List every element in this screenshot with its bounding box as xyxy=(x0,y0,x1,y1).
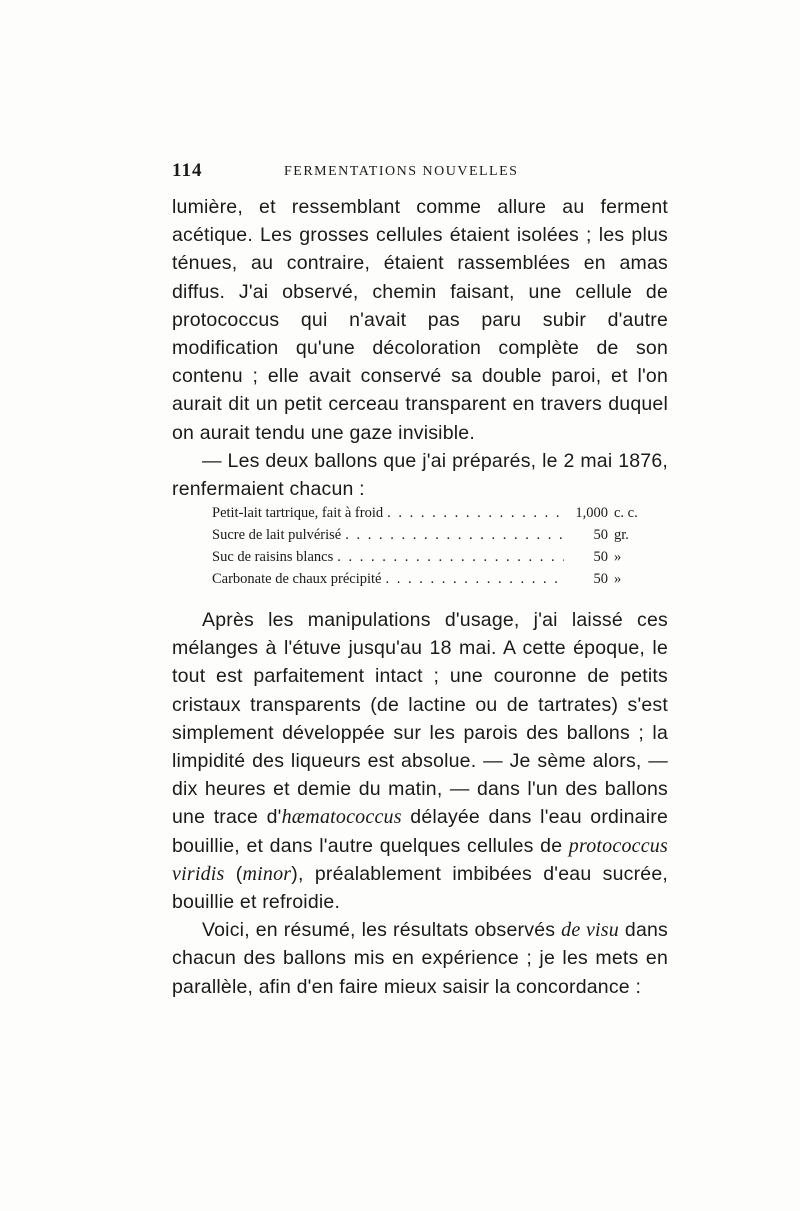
ingredient-unit: c. c. xyxy=(614,505,638,521)
recipe-row xyxy=(212,502,662,524)
recipe-row xyxy=(212,524,662,546)
latin-phrase: de visu xyxy=(561,919,619,942)
ingredient-unit: » xyxy=(614,549,622,565)
variety-name: minor xyxy=(242,862,292,885)
ingredient-quantity: 1,000 xyxy=(575,505,608,521)
dot-leader xyxy=(383,502,564,524)
paragraph-ballons: — Les deux ballons que j'ai préparés, le 2 mai 1876, renfermaient chacun : xyxy=(172,449,668,501)
text-run: Voici, en résumé, les résultats observés xyxy=(202,919,562,942)
ingredient-name: Suc de raisins blancs xyxy=(212,549,334,565)
text-run: ( xyxy=(224,862,243,885)
recipe-list xyxy=(212,502,662,590)
ingredient-name: Sucre de lait pulvérisé xyxy=(212,527,342,543)
ingredient-name: Petit-lait tartrique, fait à froid xyxy=(212,505,384,521)
ingredient-unit: gr. xyxy=(614,527,629,543)
paragraph-manipulations xyxy=(172,606,668,916)
text-run: délayée dans l'eau ordinaire bouillie, et dans l'autre quelques cellules de xyxy=(172,806,668,857)
dot-leader xyxy=(333,546,564,568)
ingredient-quantity: 50 xyxy=(593,527,608,543)
text-block-lower xyxy=(172,606,668,1001)
text-run: dans chacun des ballons mis en expérience ; je les mets en parallèle, afin d'en faire mieux saisir la concordance : xyxy=(172,919,668,998)
page-number: 114 xyxy=(172,160,203,181)
recipe-row xyxy=(212,546,662,568)
ingredient-name: Carbonate de chaux précipité xyxy=(212,571,382,587)
ingredient-unit: » xyxy=(614,571,622,587)
text-run: ), préalablement imbibées d'eau sucrée, bouillie et refroidie. xyxy=(172,862,668,914)
ingredient-quantity: 50 xyxy=(593,571,608,587)
dot-leader xyxy=(382,568,565,590)
text-run: Après les manipulations d'usage, j'ai laissé ces mélanges à l'étuve jusqu'au 18 mai. A cette époque, le tout est parfaitement intact ; une couronne de petits cristaux transparents (de lactine ou de tartrates) s'est simplement développée sur les parois des ballons ; la limpidité des liqueurs est absolue. — Je sème alors, — dix heures et demie du matin, — dans l'un des ballons une trace d' xyxy=(172,609,668,829)
paragraph-continuation: lumière, et ressemblant comme allure au ferment acétique. Les grosses cellules étaient isolées ; les plus ténues, au contraire, étaient rassemblées en amas diffus. J'ai observé, chemin faisant, une cellule de protococcus qui n'avait pas paru subir d'autre modification qu'une décoloration complète de son contenu ; elle avait conservé sa double paroi, et l'on aurait dit un petit cerceau transparent en travers duquel on aurait tendu une gaze invisible. xyxy=(172,196,668,444)
dot-leader xyxy=(341,524,564,546)
species-name: hæmatococcus xyxy=(281,806,402,829)
running-title: FERMENTATIONS NOUVELLES xyxy=(284,164,519,179)
species-name: protococcus viridis xyxy=(172,834,668,885)
paragraph-resume xyxy=(172,916,668,1001)
recipe-row xyxy=(212,568,662,590)
page-header xyxy=(172,160,668,184)
ingredient-quantity: 50 xyxy=(593,549,608,565)
text-block-upper xyxy=(172,193,668,503)
